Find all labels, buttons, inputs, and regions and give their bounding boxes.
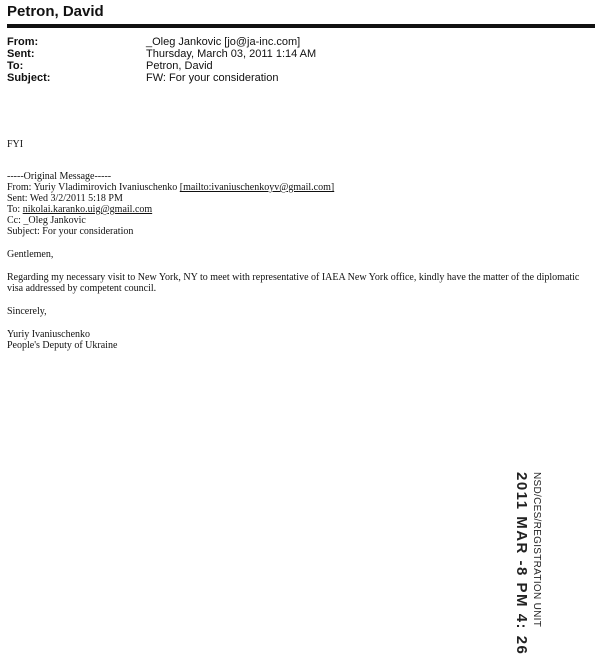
original-to-email-link[interactable]: nikolai.karanko.uig@gmail.com [22,204,153,215]
from-label: From: [7,36,39,48]
original-message-marker: -----Original Message----- [7,171,112,182]
closing-text: Sincerely, [7,306,47,317]
body-paragraph: Regarding my necessary visit to New York, NY to meet with representative of IAEA New York office, kindly have the matter of the diplomatic visa addressed by competent council. [7,272,580,294]
from-value: _Oleg Jankovic [jo@ja-inc.com] [146,36,301,48]
original-cc-line: Cc: _Oleg Jankovic [7,215,86,226]
original-from-mailto-link[interactable]: [mailto:ivaniuschenkoyv@gmail.com] [179,182,335,193]
subject-label: Subject: [7,72,51,84]
from-row [7,36,316,48]
greeting-text: Gentlemen, [7,249,54,260]
email-body [7,139,593,351]
email-header [7,36,316,84]
subject-row [7,72,316,84]
sent-row [7,48,316,60]
sent-value: Thursday, March 03, 2011 1:14 AM [146,48,317,60]
original-from-line [7,182,593,193]
mailbox-owner-name: Petron, David [7,3,104,20]
original-sent-line: Sent: Wed 3/2/2011 5:18 PM [7,193,123,204]
signature-name: Yuriy Ivaniuschenko [7,329,91,340]
stamp-unit-text: NSD/CES/REGISTRATION UNIT [531,472,542,628]
fyi-text: FYI [7,139,24,150]
to-value: Petron, David [146,60,213,72]
header-divider [7,24,595,28]
signature-title: People's Deputy of Ukraine [7,340,118,351]
original-to-line [7,204,593,215]
original-subject-line: Subject: For your consideration [7,226,134,237]
sent-label: Sent: [7,48,35,60]
stamp-date-text: 2011 MAR -8 PM 4: 26 [513,472,530,655]
original-from-prefix: From: Yuriy Vladimirovich Ivaniuschenko [7,182,180,193]
registration-stamp [512,472,542,655]
original-to-prefix: To: [7,204,23,215]
subject-value: FW: For your consideration [146,72,279,84]
to-row [7,60,316,72]
to-label: To: [7,60,24,72]
